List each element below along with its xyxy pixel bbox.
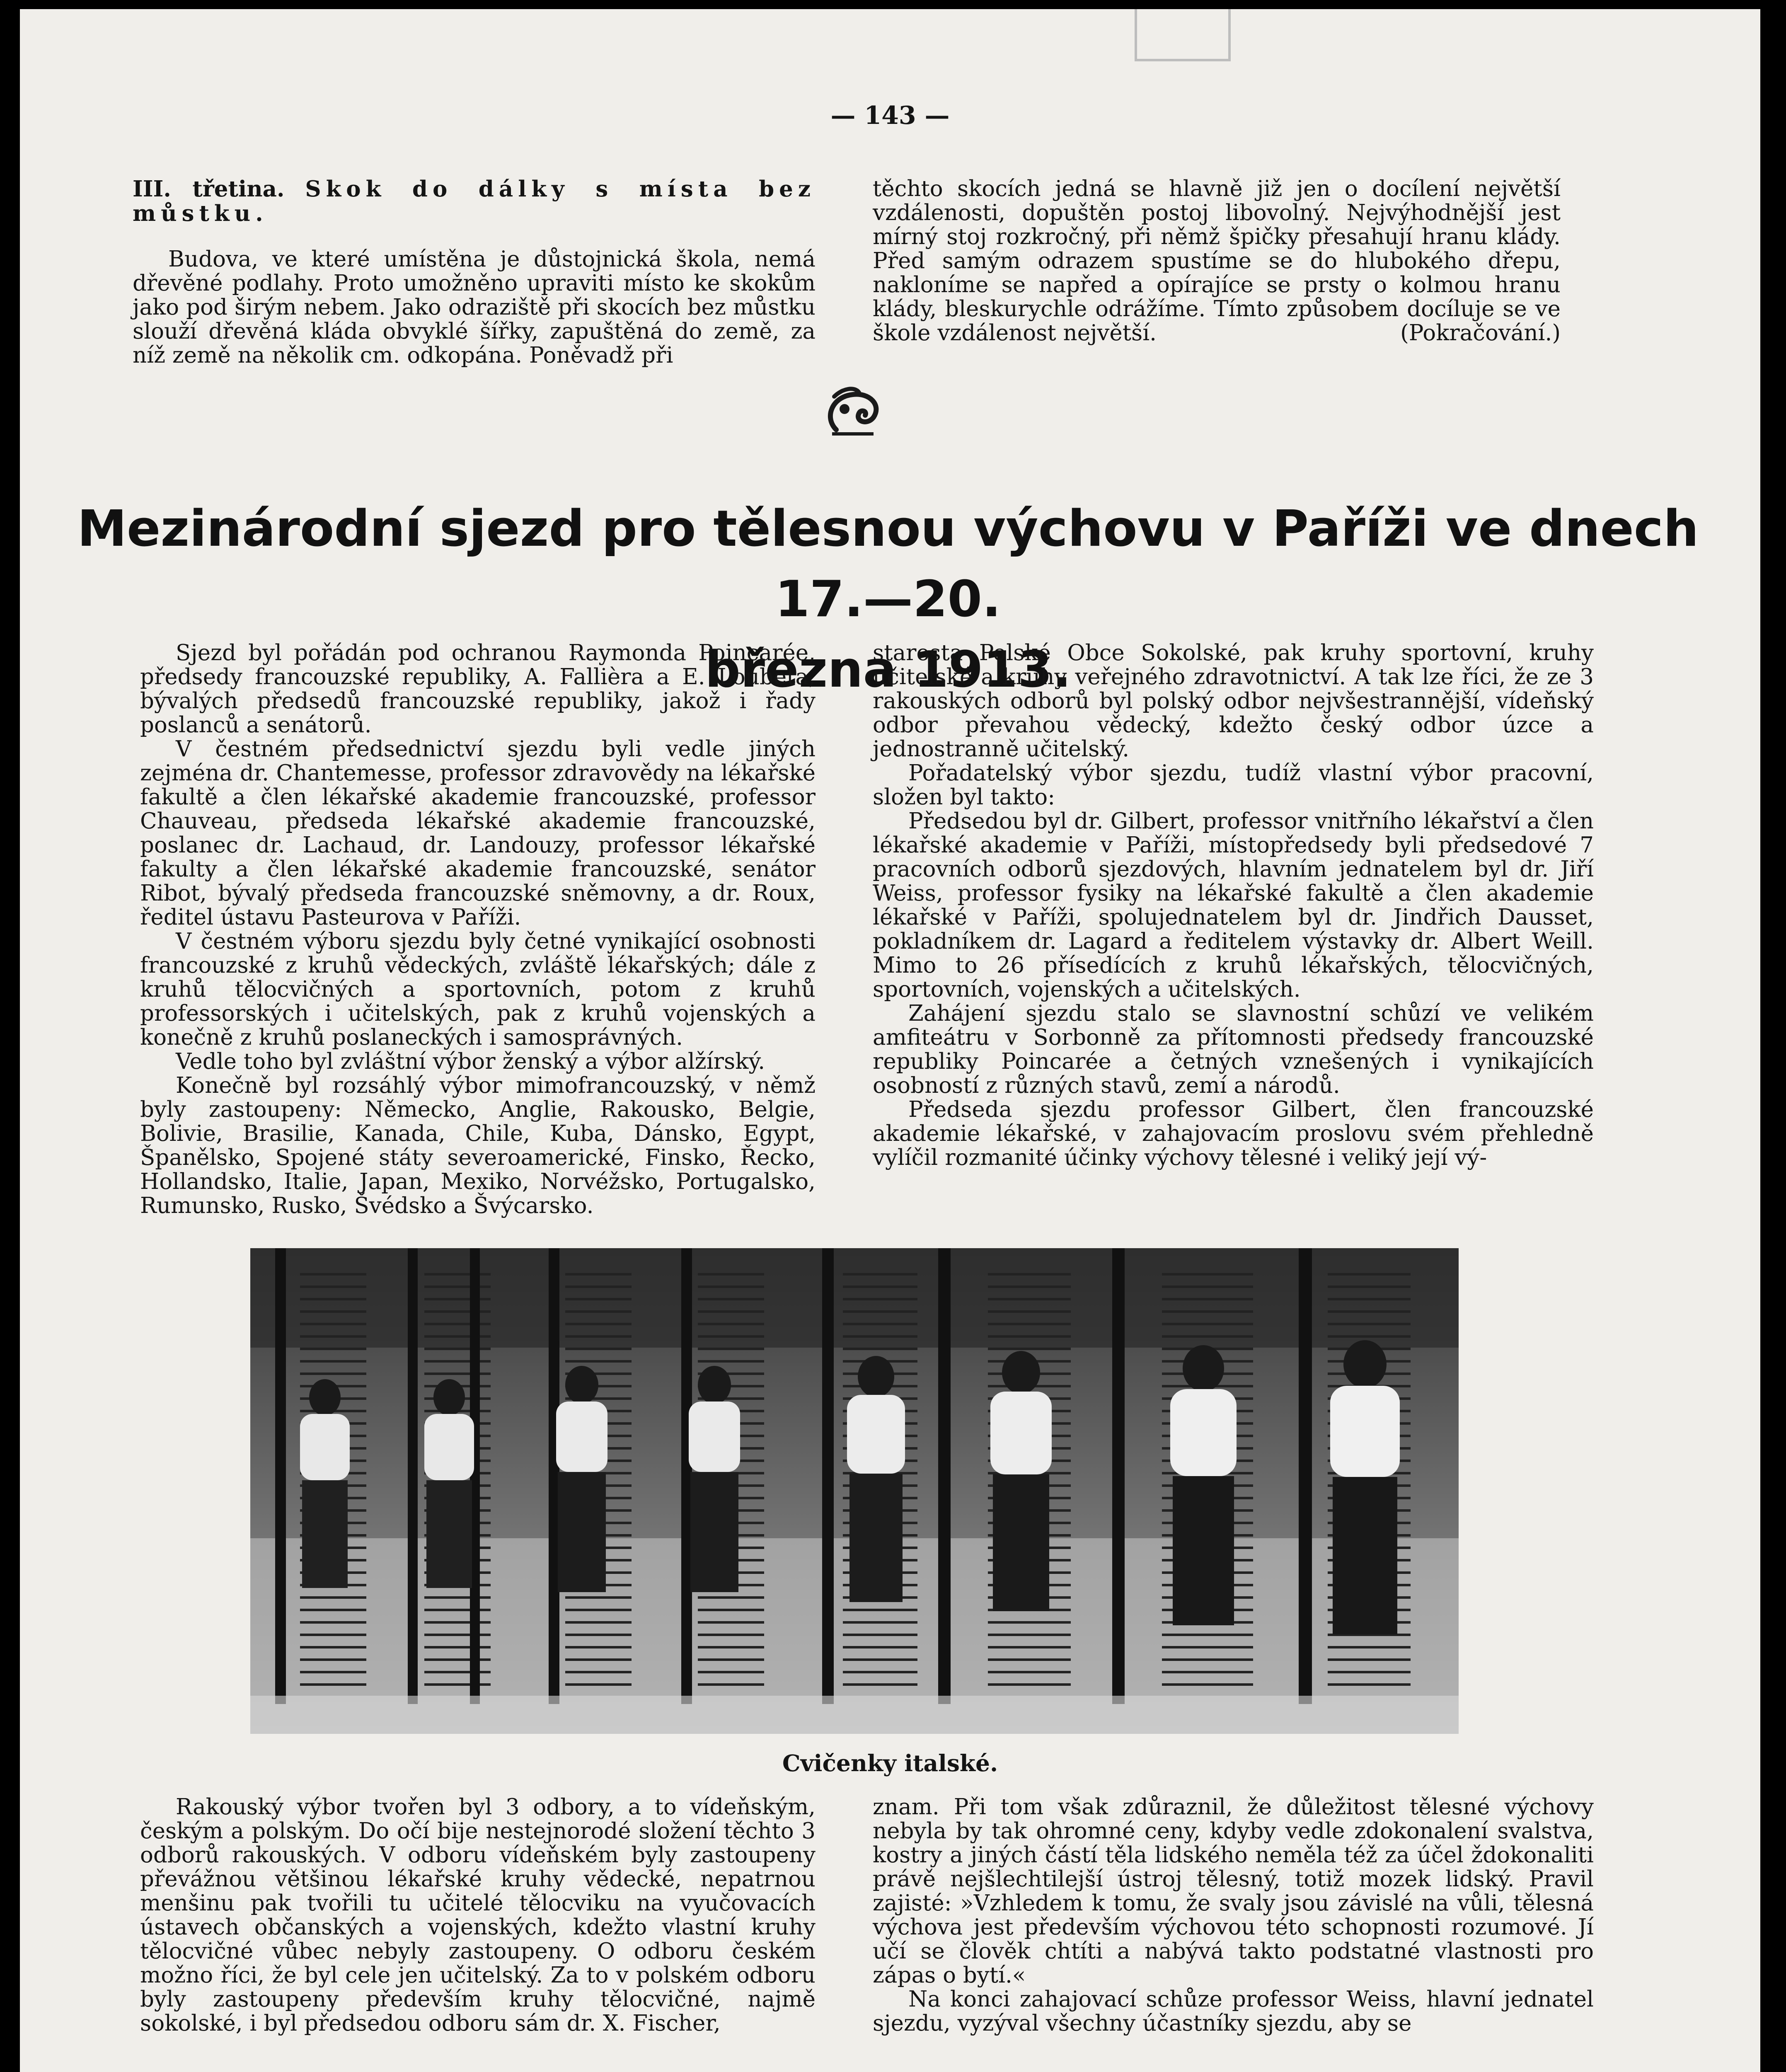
bottom-right-column xyxy=(873,1795,1594,2036)
top-right-paragraph xyxy=(873,177,1561,345)
article-left-paragraph-2: V čestném předsednictví sjezdu byli vedle jiných zejména dr. Chantemesse, professor zdravovědy na lékařské fakultě a člen lékařské akademie francouzské, professor Chauveau, předseda lékařské akademie francouzské, poslanec dr. Lachaud, dr. Landouzy, professor lékařské fakulty a člen lékařské akademie francouzské, senátor Ribot, bývalý předseda francouzské sněmovny, a dr. Roux, ředitel ústavu Pasteurova v Paříži. xyxy=(140,736,816,930)
section-heading-title: Skok do dálky s místa bez můstku. xyxy=(133,176,816,226)
article-left-paragraph-4: Vedle toho byl zvláštní výbor ženský a výbor alžírský. xyxy=(176,1049,765,1074)
article-right-paragraph-2: Pořadatelský výbor sjezdu, tudíž vlastní výbor pracovní, složen byl takto: xyxy=(873,760,1594,810)
page-number: — 143 — xyxy=(830,101,950,130)
article-title-line2: března 1913. xyxy=(704,641,1072,699)
newspaper-page xyxy=(20,9,1760,2072)
continued-note: (Pokračování.) xyxy=(1400,320,1561,346)
article-left-paragraph-5: Konečně byl rozsáhlý výbor mimofrancouzský, v němž byly zastoupeny: Německo, Anglie, Rakousko, Belgie, Bolivie, Brasilie, Kanada, Chile, Kuba, Dánsko, Egypt, Španělsko, Spojené státy severoamerické, Finsko, Řecko, Hollandsko, Italie, Japan, Mexiko, Norvéžsko, Portugalsko, Rumunsko, Rusko, Švédsko a Švýcarsko. xyxy=(140,1073,816,1218)
article-right-paragraph-4: Zahájení sjezdu stalo se slavnostní schůzí ve velikém amfiteátru v Sorbonně za přítomnosti předsedy francouzské republiky Poincarée a četných vznešených i vynikajících osobností z různých stavů, zemí a národů. xyxy=(873,1001,1594,1098)
article-left-paragraph-1: Sjezd byl pořádán pod ochranou Raymonda Poincarée, předsedy francouzské republiky, A. Fallièra a E. Loubeta, bývalých předsedů francouzské republiky, jakož i řady poslanců a senátorů. xyxy=(140,640,816,738)
top-right-text: těchto skocích jedná se hlavně již jen o docílení největší vzdálenosti, dopuštěn postoj libovolný. Nejvýhodnější jest mírný stoj rozkročný, při němž špičky přesahují hranu klády. Před samým odrazem spustíme se do hlubokého dřepu, nakloníme se napřed a opírajíce se prsty o kolmou hranu klády, bleskurychle odrážíme. Tímto způsobem docíluje se ve škole vzdálenost největší. xyxy=(873,176,1561,346)
top-left-paragraph: Budova, ve které umístěna je důstojnická škola, nemá dřevěné podlahy. Proto umožněno upraviti místo ke skokům jako pod širým nebem. Jako odraziště při skocích bez můstku slouží dřevěná kláda obvyklé šířky, zapuštěná do země, za níž země na několik cm. odkopána. Poněvadž při xyxy=(133,247,816,368)
article-right-paragraph-5: Předseda sjezdu professor Gilbert, člen francouzské akademie lékařské, v zahajovacím proslovu svém přehledně vylíčil rozmanité účinky výchovy tělesné i veliký její vý- xyxy=(873,1097,1594,1170)
top-right-column xyxy=(873,177,1561,345)
bottom-right-paragraph-2: Na konci zahajovací schůze professor Weiss, hlavní jednatel sjezdu, vyzýval všechny účastníky sjezdu, aby se xyxy=(873,1987,1594,2036)
section-heading-prefix: III. třetina. xyxy=(133,176,285,202)
top-left-column xyxy=(133,177,816,368)
article-right-paragraph-3: Předsedou byl dr. Gilbert, professor vnitřního lékařství a člen lékařské akademie v Paříži, místopředsedy byli předsedové 7 pracovních odborů sjezdových, hlavním jednatelem byl dr. Jiří Weiss, professor fysiky na lékařské fakultě a člen akademie lékařské v Paříži, spolujednatelem byl dr. Jindřich Dausset, pokladníkem dr. Lagard a ředitelem výstavky dr. Albert Weill. Mimo to 26 přísedících z kruhů lékařských, tělocvičných, sportovních, vojenských a učitelských. xyxy=(873,808,1594,1002)
article-right-paragraph-1: starosta Polské Obce Sokolské, pak kruhy sportovní, kruhy učitelské a kruhy veřejného zdravotnictví. A tak lze říci, že ze 3 rakouských odborů byl polský odbor nejvšestrannější, vídeňský odbor převahou vědecký, kdežto český odbor úzce a jednostranně učitelský. xyxy=(873,640,1594,762)
bottom-left-paragraph: Rakouský výbor tvořen byl 3 odbory, a to vídeňským, českým a polským. Do očí bije nestejnorodé složení těchto 3 odborů rakouských. V odboru vídeňském byly zastoupeny převážnou většinou lékařské kruhy vědecké, nepatrnou menšinu pak tvořili tu učitelé tělocviku na vyučovacích ústavech občanských a vojenských, kdežto vlastní kruhy tělocvičné vůbec nebyly zastoupeny. O odboru českém možno říci, že byl cele jen učitelský. Za to v polském odboru byly zastoupeny především kruhy tělocvičné, najmě sokolské, i byl předsedou odboru sám dr. X. Fischer, xyxy=(140,1794,816,2036)
gymnasts-photo xyxy=(250,1248,1459,1734)
article-title-line1: Mezinárodní sjezd pro tělesnou výchovu v Paříži ve dnech 17.—20. xyxy=(77,500,1699,628)
article-left-column xyxy=(140,641,816,1218)
archive-stamp xyxy=(1135,9,1231,61)
section-heading xyxy=(133,177,816,226)
article-left-paragraph-3: V čestném výboru sjezdu byly četné vynikající osobnosti francouzské z kruhů vědeckých, zvláště lékařských; dále z kruhů tělocvičných a sportovních, potom z kruhů professorských i učitelských, pak z kruhů vojenských a konečně z kruhů poslaneckých i samosprávných. xyxy=(140,929,816,1050)
ornament-icon xyxy=(820,380,890,442)
bottom-right-paragraph-1: znam. Při tom však zdůraznil, že důležitost tělesné výchovy nebyla by tak ohromné ceny, kdyby vedle zdokonalení svalstva, kostry a jiných částí těla lidského neměla též za účel ždokonaliti právě nejšlechtilejší ústroj tělesný, totiž mozek lidský. Pravil zajisté: »Vzhledem k tomu, že svaly jsou závislé na vůli, tělesná výchova jest především výchovou této schopnosti rozumové. Jí učí se člověk chtíti a nabývá takto podstatné vlastnosti pro zápas o bytí.« xyxy=(873,1794,1594,1988)
article-right-column xyxy=(873,641,1594,1170)
photo-caption: Cvičenky italské. xyxy=(782,1750,998,1777)
bottom-left-column xyxy=(140,1795,816,2036)
